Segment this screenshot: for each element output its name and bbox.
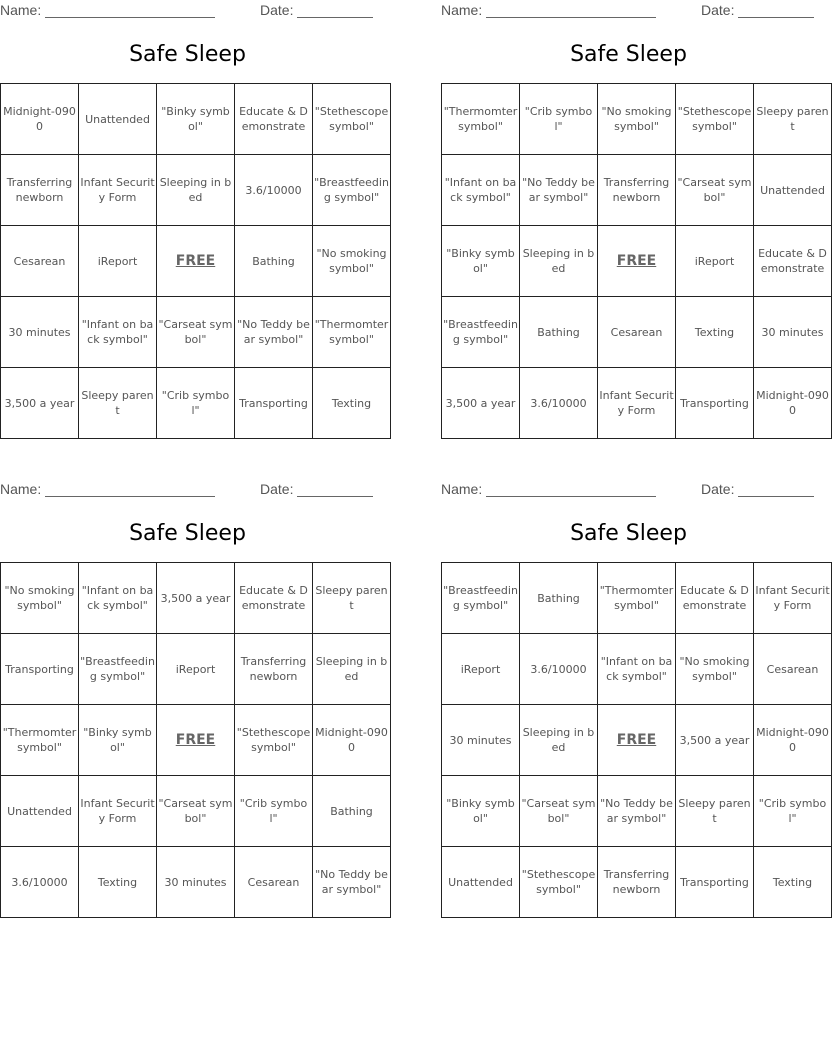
grid-cell: Texting (754, 847, 832, 918)
grid-cell: "Thermomter symbol" (313, 297, 391, 368)
grid-cell: Unattended (1, 776, 79, 847)
name-blank-line (486, 483, 656, 497)
grid-row (442, 84, 832, 155)
grid-cell: Sleepy parent (676, 776, 754, 847)
date-field (701, 2, 814, 18)
grid-cell: "Binky symbol" (442, 226, 520, 297)
grid-cell: Cesarean (235, 847, 313, 918)
name-label: Name: (0, 481, 42, 497)
grid-cell: Unattended (79, 84, 157, 155)
grid-cell: 3,500 a year (1, 368, 79, 439)
grid-cell: "Crib symbol" (235, 776, 313, 847)
grid-cell: Texting (79, 847, 157, 918)
grid-cell: 3.6/10000 (235, 155, 313, 226)
grid-row (442, 226, 832, 297)
name-blank-line (486, 4, 656, 18)
grid-cell: Sleeping in bed (157, 155, 235, 226)
grid-cell: Texting (676, 297, 754, 368)
grid-cell: "Carseat symbol" (520, 776, 598, 847)
grid-cell: "Carseat symbol" (676, 155, 754, 226)
grid-cell: Transporting (235, 368, 313, 439)
grid-cell: Bathing (520, 297, 598, 368)
grid-row (442, 297, 832, 368)
bingo-grid (441, 562, 832, 918)
card-title: Safe Sleep (129, 521, 246, 546)
date-field (701, 481, 814, 497)
grid-cell: "No Teddy bear symbol" (520, 155, 598, 226)
grid-cell: Unattended (442, 847, 520, 918)
grid-cell: Cesarean (1, 226, 79, 297)
grid-cell: "Crib symbol" (754, 776, 832, 847)
grid-cell: Infant Security Form (598, 368, 676, 439)
date-blank-line (297, 483, 373, 497)
grid-cell: "Stethescope symbol" (520, 847, 598, 918)
grid-cell: iReport (442, 634, 520, 705)
date-blank-line (738, 483, 814, 497)
name-label: Name: (441, 481, 483, 497)
grid-cell: Educate & Demonstrate (235, 563, 313, 634)
grid-cell: "No smoking symbol" (1, 563, 79, 634)
grid-row (1, 705, 391, 776)
grid-cell: 30 minutes (754, 297, 832, 368)
bingo-grid (0, 562, 391, 918)
grid-row (1, 776, 391, 847)
card-title: Safe Sleep (570, 42, 687, 67)
grid-cell: "Thermomter symbol" (442, 84, 520, 155)
grid-cell: Transferring newborn (1, 155, 79, 226)
grid-row (442, 368, 832, 439)
grid-row (442, 847, 832, 918)
grid-cell: "Stethescope symbol" (313, 84, 391, 155)
grid-cell: Transferring newborn (235, 634, 313, 705)
grid-cell: 3,500 a year (442, 368, 520, 439)
name-field (441, 481, 656, 497)
grid-cell: Cesarean (754, 634, 832, 705)
grid-cell: "Thermomter symbol" (1, 705, 79, 776)
free-space-cell: FREE (598, 705, 676, 776)
name-field (441, 2, 656, 18)
name-blank-line (45, 4, 215, 18)
grid-cell: iReport (676, 226, 754, 297)
grid-cell: "Carseat symbol" (157, 297, 235, 368)
free-space-cell: FREE (598, 226, 676, 297)
grid-cell: Transporting (676, 368, 754, 439)
name-label: Name: (0, 2, 42, 18)
grid-cell: Transporting (1, 634, 79, 705)
grid-cell: Sleeping in bed (520, 705, 598, 776)
date-blank-line (297, 4, 373, 18)
grid-cell: 30 minutes (157, 847, 235, 918)
grid-cell: 30 minutes (442, 705, 520, 776)
grid-cell: Bathing (235, 226, 313, 297)
grid-row (442, 155, 832, 226)
grid-cell: "No Teddy bear symbol" (235, 297, 313, 368)
grid-cell: "No smoking symbol" (313, 226, 391, 297)
grid-cell: "Crib symbol" (157, 368, 235, 439)
bingo-card-1 (0, 0, 389, 440)
free-space-cell: FREE (157, 226, 235, 297)
grid-cell: "No Teddy bear symbol" (313, 847, 391, 918)
name-field (0, 2, 215, 18)
grid-cell: Midnight-0900 (1, 84, 79, 155)
grid-cell: Cesarean (598, 297, 676, 368)
grid-row (1, 368, 391, 439)
grid-cell: Sleepy parent (754, 84, 832, 155)
grid-cell: "Breastfeeding symbol" (313, 155, 391, 226)
grid-cell: Sleeping in bed (520, 226, 598, 297)
grid-cell: "Breastfeeding symbol" (79, 634, 157, 705)
grid-row (442, 776, 832, 847)
date-blank-line (738, 4, 814, 18)
name-blank-line (45, 483, 215, 497)
grid-cell: Transferring newborn (598, 155, 676, 226)
card-title: Safe Sleep (129, 42, 246, 67)
grid-cell: 3,500 a year (157, 563, 235, 634)
grid-cell: "Binky symbol" (157, 84, 235, 155)
grid-cell: "Stethescope symbol" (676, 84, 754, 155)
date-label: Date: (701, 481, 735, 497)
grid-cell: Sleeping in bed (313, 634, 391, 705)
grid-row (1, 297, 391, 368)
date-label: Date: (260, 2, 294, 18)
grid-row (442, 705, 832, 776)
grid-cell: "Binky symbol" (79, 705, 157, 776)
grid-cell: Bathing (313, 776, 391, 847)
grid-cell: Infant Security Form (79, 776, 157, 847)
grid-row (442, 634, 832, 705)
bingo-card-3 (0, 479, 388, 919)
grid-cell: "Infant on back symbol" (79, 297, 157, 368)
grid-cell: Infant Security Form (754, 563, 832, 634)
grid-cell: "Thermomter symbol" (598, 563, 676, 634)
date-field (260, 2, 373, 18)
grid-cell: Midnight-0900 (313, 705, 391, 776)
grid-cell: Sleepy parent (79, 368, 157, 439)
grid-row (1, 634, 391, 705)
grid-row (1, 847, 391, 918)
card-title: Safe Sleep (570, 521, 687, 546)
free-space-cell: FREE (157, 705, 235, 776)
grid-cell: Educate & Demonstrate (676, 563, 754, 634)
date-field (260, 481, 373, 497)
grid-cell: 3,500 a year (676, 705, 754, 776)
grid-cell: Infant Security Form (79, 155, 157, 226)
grid-cell: 3.6/10000 (520, 634, 598, 705)
date-label: Date: (260, 481, 294, 497)
grid-cell: "Carseat symbol" (157, 776, 235, 847)
grid-cell: "Breastfeeding symbol" (442, 563, 520, 634)
grid-cell: "No smoking symbol" (676, 634, 754, 705)
grid-cell: "Infant on back symbol" (598, 634, 676, 705)
grid-cell: Educate & Demonstrate (754, 226, 832, 297)
grid-cell: "Stethescope symbol" (235, 705, 313, 776)
grid-cell: "No Teddy bear symbol" (598, 776, 676, 847)
grid-cell: iReport (79, 226, 157, 297)
bingo-grid (441, 83, 832, 439)
name-label: Name: (441, 2, 483, 18)
grid-cell: 3.6/10000 (1, 847, 79, 918)
bingo-card-2 (441, 0, 829, 440)
grid-cell: "Binky symbol" (442, 776, 520, 847)
grid-row (1, 226, 391, 297)
grid-cell: Midnight-0900 (754, 705, 832, 776)
grid-cell: "Infant on back symbol" (79, 563, 157, 634)
grid-row (442, 563, 832, 634)
grid-cell: Transporting (676, 847, 754, 918)
grid-cell: "Breastfeeding symbol" (442, 297, 520, 368)
grid-cell: Texting (313, 368, 391, 439)
bingo-grid (0, 83, 391, 439)
grid-row (1, 155, 391, 226)
grid-row (1, 563, 391, 634)
grid-cell: Unattended (754, 155, 832, 226)
grid-cell: "No smoking symbol" (598, 84, 676, 155)
grid-cell: "Crib symbol" (520, 84, 598, 155)
grid-cell: "Infant on back symbol" (442, 155, 520, 226)
grid-cell: 30 minutes (1, 297, 79, 368)
grid-row (1, 84, 391, 155)
name-field (0, 481, 215, 497)
grid-cell: Sleepy parent (313, 563, 391, 634)
grid-cell: iReport (157, 634, 235, 705)
bingo-card-4 (441, 479, 830, 919)
grid-cell: 3.6/10000 (520, 368, 598, 439)
grid-cell: Educate & Demonstrate (235, 84, 313, 155)
date-label: Date: (701, 2, 735, 18)
grid-cell: Bathing (520, 563, 598, 634)
grid-cell: Midnight-0900 (754, 368, 832, 439)
grid-cell: Transferring newborn (598, 847, 676, 918)
